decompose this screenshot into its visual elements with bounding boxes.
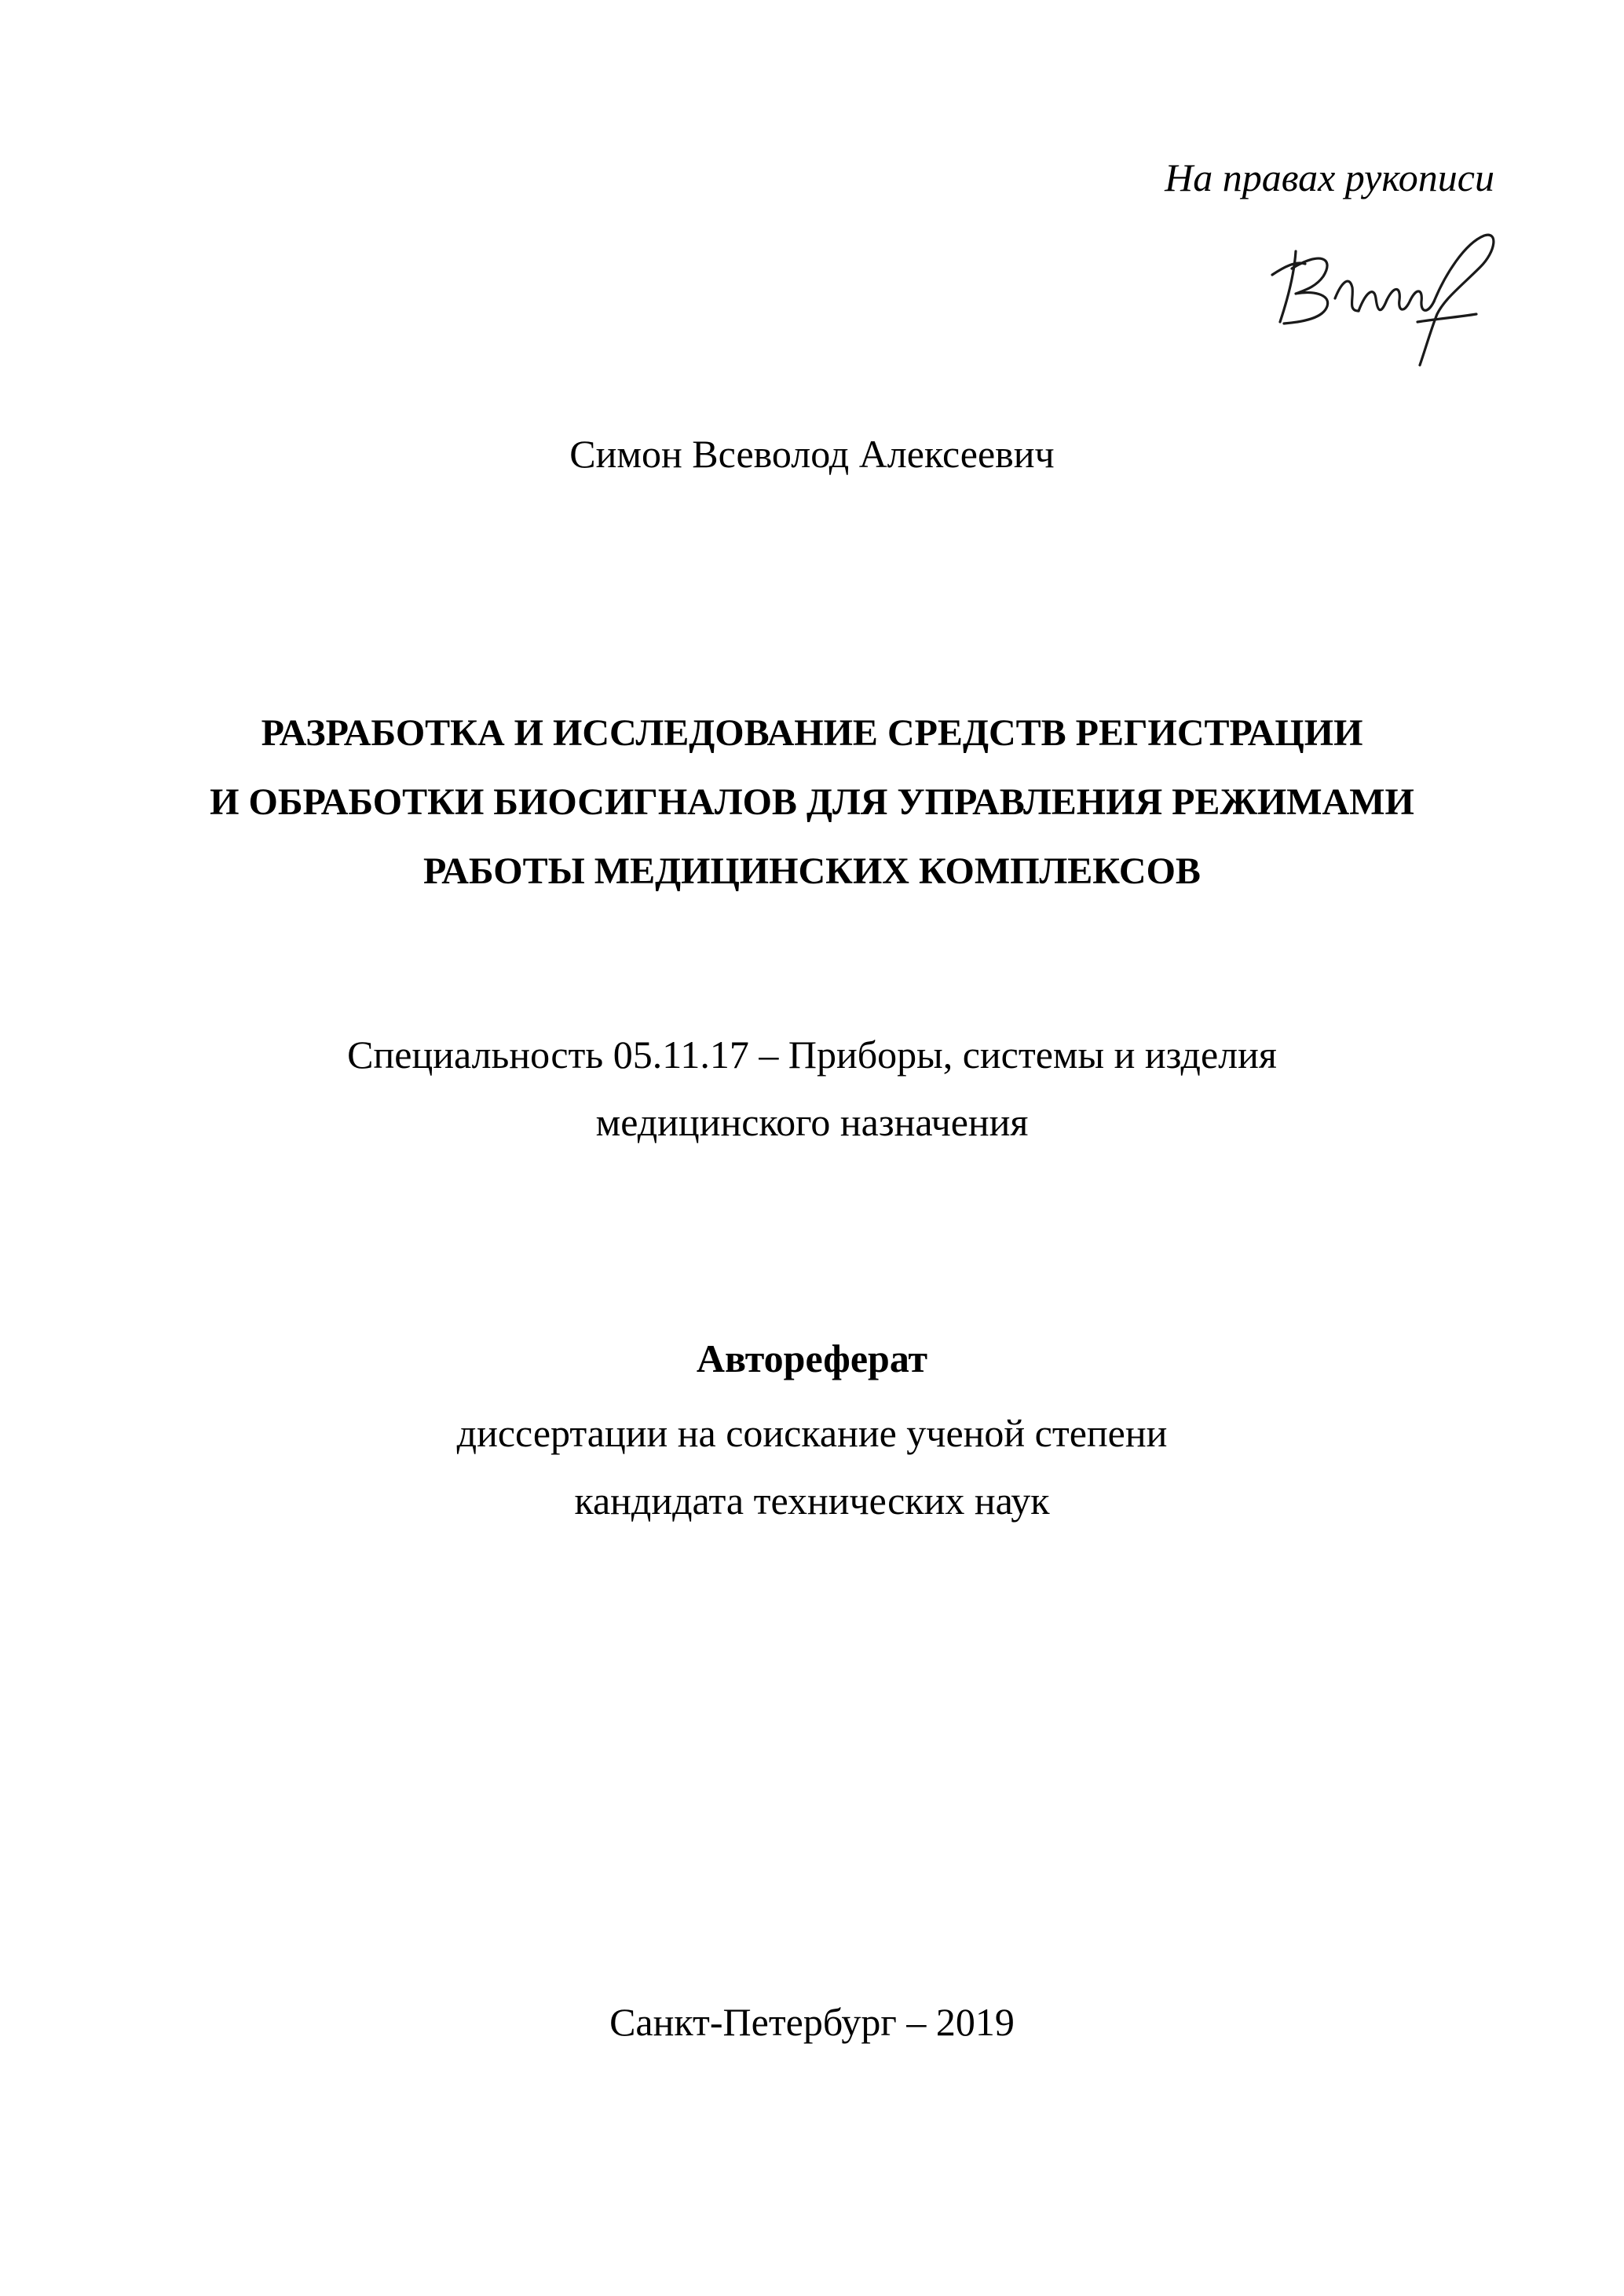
author-name: Симон Всеволод Алексеевич <box>569 432 1055 476</box>
specialty <box>0 1021 1624 1156</box>
title-line: И ОБРАБОТКИ БИОСИГНАЛОВ ДЛЯ УПРАВЛЕНИЯ РЕЖИМАМИ <box>210 781 1414 823</box>
degree-description <box>0 1399 1624 1534</box>
abstract-label: Автореферат <box>696 1336 928 1380</box>
manuscript-note: На правах рукописи <box>1165 155 1494 199</box>
city-year: Санкт-Петербург – 2019 <box>609 2000 1015 2044</box>
degree-line: диссертации на соискание ученой степени <box>456 1411 1168 1455</box>
specialty-line: Специальность 05.11.17 – Приборы, системы и изделия <box>347 1033 1277 1077</box>
handwritten-signature <box>1249 212 1516 369</box>
dissertation-title <box>0 699 1624 906</box>
degree-line: кандидата технических наук <box>574 1479 1050 1523</box>
specialty-line: медицинского назначения <box>595 1100 1029 1144</box>
title-line: РАБОТЫ МЕДИЦИНСКИХ КОМПЛЕКСОВ <box>423 850 1201 892</box>
title-line: РАЗРАБОТКА И ИССЛЕДОВАНИЕ СРЕДСТВ РЕГИСТРАЦИИ <box>261 712 1363 754</box>
